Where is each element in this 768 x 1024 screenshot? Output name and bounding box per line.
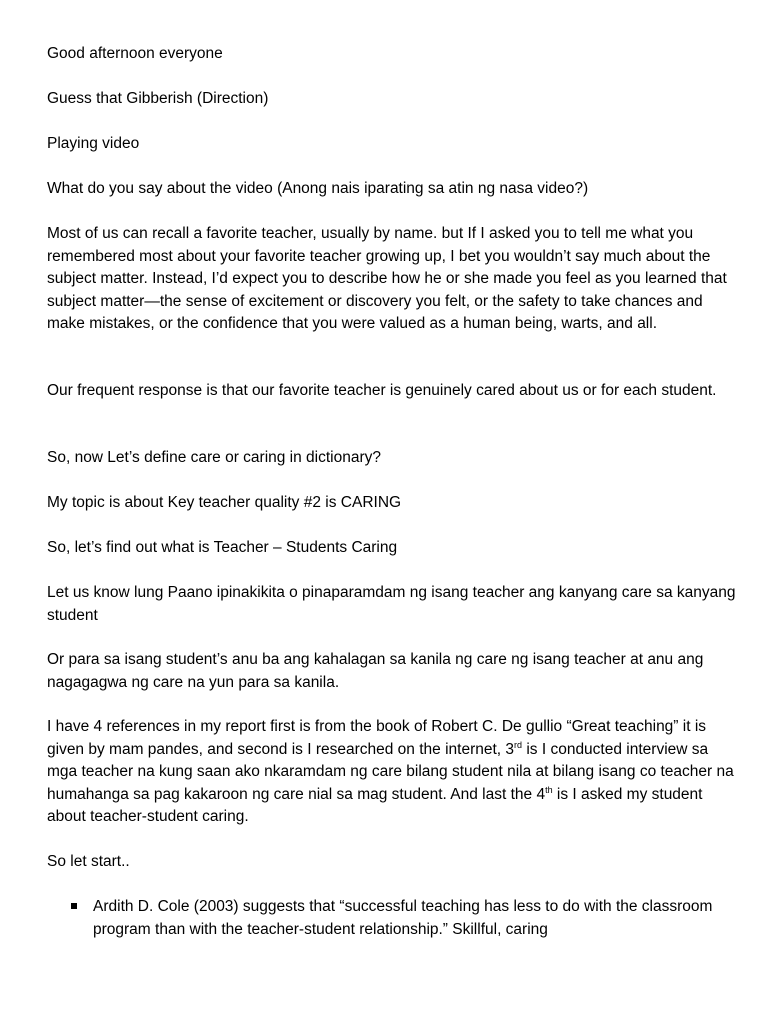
- topic-line: My topic is about Key teacher quality #2 is CARING: [47, 494, 402, 511]
- square-bullet-icon: [71, 903, 77, 909]
- playing-video-line: Playing video: [47, 135, 140, 152]
- gibberish-line: Guess that Gibberish (Direction): [47, 90, 269, 107]
- references-superscript-rd: rd: [514, 739, 523, 750]
- paano-paragraph: Let us know lung Paano ipinakikita o pinaparamdam ng isang teacher ang kanyang care sa kanyang student: [47, 584, 736, 624]
- frequent-response-paragraph: Our frequent response is that our favorite teacher is genuinely cared about us or for each student.: [47, 382, 717, 399]
- references-superscript-th: th: [545, 784, 553, 795]
- references-text-1: I have 4 references in my report first is from the book of Robert C. De gullio “Great teaching” it is given by mam pandes, and second is I researched on the internet, 3: [47, 718, 707, 758]
- para-student-paragraph: Or para sa isang student’s anu ba ang kahalagan sa kanila ng care ng isang teacher at anu ang nagagagwa ng care na yun para sa kanila.: [47, 651, 704, 691]
- bullet-text: Ardith D. Cole (2003) suggests that “successful teaching has less to do with the classroom program than with the teacher-student relationship.” Skillful, caring: [93, 898, 713, 938]
- favorite-teacher-paragraph: Most of us can recall a favorite teacher, usually by name. but If I asked you to tell me what you remembered most about your favorite teacher growing up, I bet you wouldn’t say much about the subject matter. Instead, I’d expect you to describe how he or she made you feel as you learned that subject matter—the sense of excitement or discovery you felt, or the safety to take chances and make mistakes, or the confidence that you were valued as a human being, warts, and all.: [47, 225, 727, 332]
- teacher-students-caring-line: So, let’s find out what is Teacher – Students Caring: [47, 539, 398, 556]
- references-paragraph: [47, 716, 737, 829]
- references-text-2: is I conducted interview sa mga teacher na kung saan ako nkaramdam ng care bilang student nila at bilang isang co teacher na humahanga sa pag kakaroon ng care nial sa mag student. And last the 4: [47, 740, 734, 803]
- start-line: So let start..: [47, 853, 130, 870]
- define-care-line: So, now Let’s define care or caring in dictionary?: [47, 449, 382, 466]
- references-text-3: is I asked my student about teacher-student caring.: [47, 785, 703, 825]
- video-question-line: What do you say about the video (Anong nais iparating sa atin ng nasa video?): [47, 180, 589, 197]
- greeting-line: Good afternoon everyone: [47, 45, 223, 62]
- bullet-list-item: [73, 896, 713, 941]
